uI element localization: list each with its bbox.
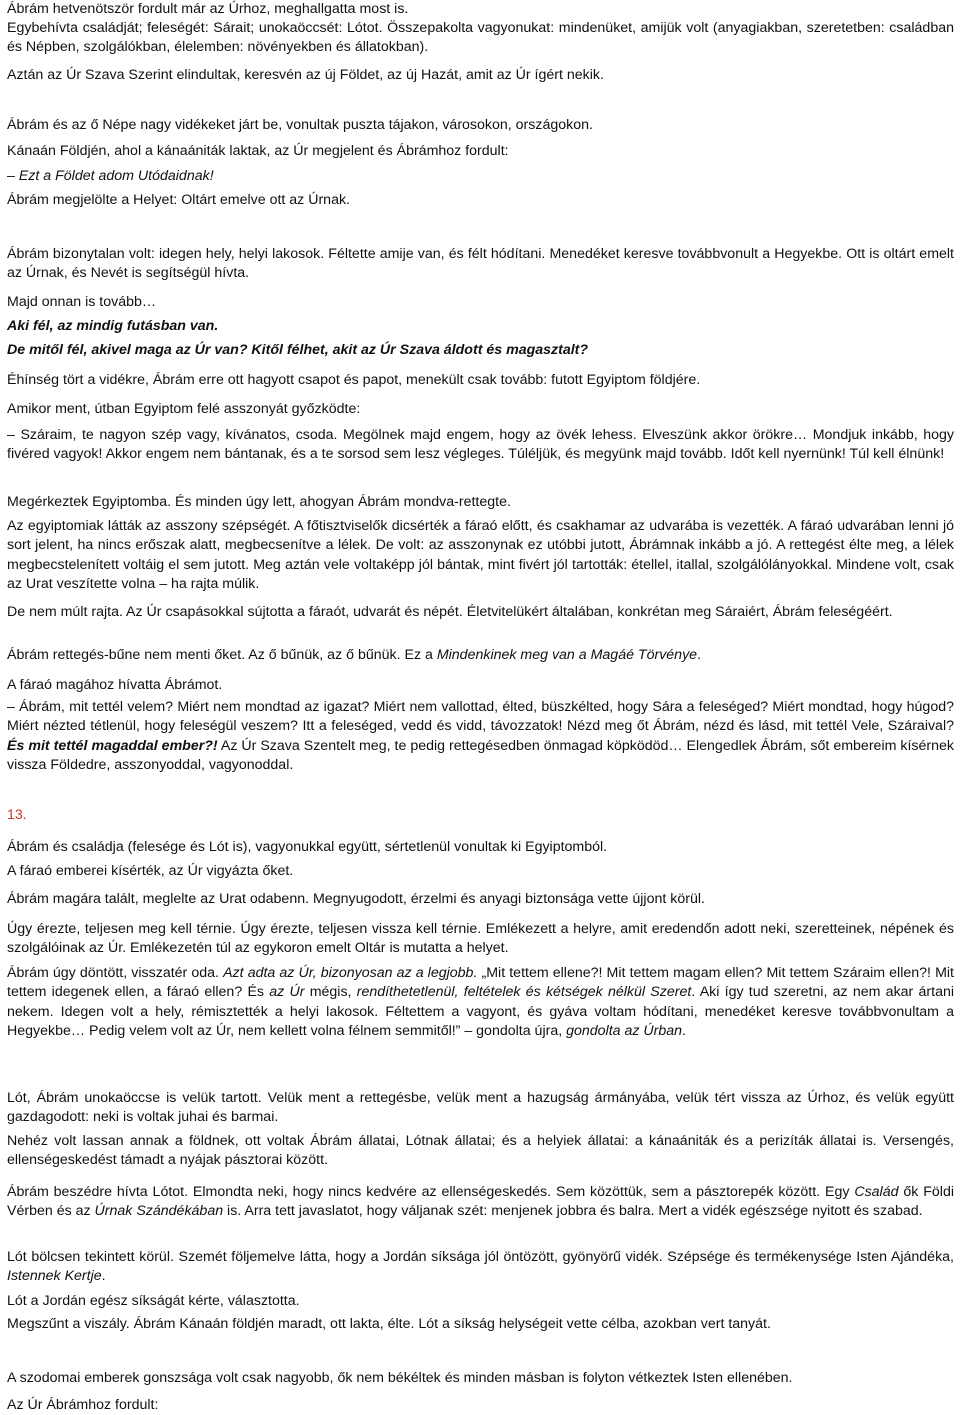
text-run: Ábrám hetvenötször fordult már az Úrhoz, meghallgatta most is.	[7, 1, 409, 17]
text-run: A fáraó emberei kísérték, az Úr vigyázta őket.	[7, 863, 294, 879]
paragraph-9	[7, 293, 954, 312]
text-run: Az egyiptomiak látták az asszony szépségét. A főtisztviselők dicsérték a fáraó előtt, és csakhamar az udvarába is vezették. A fáraó udvarában lenni jó sort jelent, ha nincs erőszak alatt, megbecsenítve a lélek. De volt: az asszonynak ez utóbbi jutott, Ábrámnak inkább a jó. A rettegést élte meg, a lélek megbecstelenített voltáig el sem jutott. Meg aztán vele voltaképp jól bántak, mint fivért jól tartották: étellel, itallal, szolgálólányokkal. Mindene volt, csak az Urat veszítette volna – ha rajta múlik.	[7, 518, 954, 593]
text-run: És mit tettél magaddal ember?!	[7, 737, 218, 754]
text-run: Ábrám magára talált, meglelte az Urat odabenn. Megnyugodott, érzelmi és anyagi biztonsága vette újjont körül.	[7, 891, 705, 907]
paragraph-14	[7, 426, 954, 465]
text-run: Ábrám megjelölte a Helyet: Oltárt emelve ott az Úrnak.	[7, 192, 351, 208]
text-run: Lót a Jordán egész síkságát kérte, választotta.	[7, 1293, 300, 1309]
paragraph-15	[7, 493, 954, 512]
paragraph-30	[7, 1248, 954, 1287]
text-run: Úrnak Szándékában	[94, 1203, 224, 1220]
text-run: .	[697, 647, 702, 663]
text-run: A szodomai emberek gonszsága volt csak nagyobb, ők nem békéltek és minden másban is folyton vétkeztek Isten ellenében.	[7, 1370, 793, 1386]
text-run: Kánaán Földjén, ahol a kánaániták laktak, az Úr megjelent és Ábrámhoz fordult:	[7, 143, 509, 159]
text-run: –	[7, 168, 19, 184]
paragraph-13	[7, 400, 954, 419]
text-run: – Száraim, te nagyon szép vagy, kívánatos, csoda. Megölnek majd engem, hogy az övék lehess. Elveszünk akkor örökre… Mondjuk inkább, hogy fivéred vagyok! Akkor engem nem bántanak, és a te sorsod sem lesz végleges. Túléljük, és megyünk majd tovább. Időt kell nyernünk! Túl kell élnünk!	[7, 427, 954, 463]
text-run: is. Arra tett javaslatot, hogy váljanak szét: menjenek jobbra és balra. Mert a vidék egészsége nyitott és szabad.	[223, 1203, 923, 1220]
text-run: Ezt a Földet adom Utódaidnak!	[18, 168, 214, 184]
text-run: A fáraó magához hívatta Ábrámot.	[7, 677, 223, 693]
text-run: Ábrám és az ő Népe nagy vidékeket járt be, vonultak puszta tájakon, városokon, országokon.	[7, 117, 593, 133]
text-run: rendíthetetlenül, feltételek és kétségek nélkül Szeret	[356, 984, 692, 1001]
text-run: Ábrám beszédre hívta Lótot. Elmondta neki, hogy nincs kedvére az ellenségeskedés. Sem közöttük, sem a pásztorepék között. Egy	[7, 1184, 855, 1200]
text-run: Az Úr Ábrámhoz fordult:	[7, 1397, 159, 1413]
text-run: Megszűnt a viszály. Ábrám Kánaán földjén maradt, ott lakta, élte. Lót a síkság helységeit vette célba, azokban vert tanyát.	[7, 1316, 771, 1332]
paragraph-4	[7, 116, 954, 135]
text-run: az Úr	[269, 984, 305, 1001]
text-run: Úgy érezte, teljesen meg kell térnie. Úgy érezte, teljesen vissza kell térnie. Emlékezett a helyre, amit eredendőn adott neki, szeretteinek, népének és szolgálóinak az Úr. Emlékezetén túl az egykoron emelt Oltár is mutatta a helyet.	[7, 921, 954, 957]
paragraph-3	[7, 66, 954, 85]
text-run: – Ábrám, mit tettél velem? Miért nem mondtad az igazat? Miért nem vallottad, élted, büszkélted, hogy Sára a feleséged? Miért mondtad, hogy húgod? Miért nézted tétlenül, hogy feleségül veszem? Itt a feleséged, vedd és vidd, távozzatok! Nézd meg őt Ábrám, nézd és lásd, mit tettél Vele, Száraival?	[7, 699, 954, 735]
text-run: Aztán az Úr Szava Szerint elindultak, keresvén az új Földet, az új Hazát, amit az Úr ígért nekik.	[7, 67, 604, 83]
text-run: Éhínség tört a vidékre, Ábrám erre ott hagyott csapot és papot, menekült csak tovább: futott Egyiptom földjére.	[7, 372, 701, 388]
text-run: Egybehívta családját; feleségét: Sárait; unokaöccsét: Lótot. Összepakolta vagyonukat: mindenüket, amijük volt (anyagiakban, szeretetben: családban és Népben, szolgálókban, élelemben: növényekben és állatokban).	[7, 20, 954, 56]
text-run: „Mit tettem ellene?! Mit tettem magam ellen? Mit tettem Száraim ellen?! Mit tettem idegenek ellen, a fáraó ellen? És	[7, 965, 954, 1001]
paragraph-18	[7, 646, 954, 665]
paragraph-24	[7, 890, 954, 909]
paragraph-25	[7, 920, 954, 959]
text-run: Lót bölcsen tekintett körül. Szemét följemelve látta, hogy a Jordán síksága jól öntözött, gyönyörű vidék. Szépsége és termékenysége Isten Ajándéka,	[7, 1249, 954, 1265]
paragraph-23	[7, 862, 954, 881]
paragraph-33	[7, 1369, 954, 1388]
text-run: . Aki így tud szeretni, az nem akar ártani nekem. Idegen volt a hely, rémisztették a helyi lakosok. Féltettem a vagyont, és gyáva voltam hódítani, menedéket keresve továbbvonultam a Hegyekbe… Pedig velem volt az Úr, nem kellett volna félnem semmitől!” – gondolta újra,	[7, 984, 955, 1040]
paragraph-11	[7, 341, 954, 360]
text-run: Megérkeztek Egyiptomba. És minden úgy lett, ahogyan Ábrám mondva-rettegte.	[7, 494, 511, 510]
paragraph-12	[7, 371, 954, 390]
paragraph-16	[7, 517, 954, 595]
text-run: Ábrám úgy döntött, visszatér oda.	[7, 965, 224, 981]
paragraph-8	[7, 245, 954, 284]
paragraph-1	[7, 0, 954, 19]
text-run: Ábrám bizonytalan volt: idegen hely, helyi lakosok. Féltette amije van, és félt hódítani. Menedéket keresve továbbvonult a Hegyekbe. Ott is oltárt emelt az Úrnak, és Nevét is segítségül hívta.	[7, 246, 954, 282]
paragraph-17	[7, 603, 954, 622]
text-run: De mitől fél, akivel maga az Úr van? Kitől félhet, akit az Úr Szava áldott és magasztalt?	[7, 342, 589, 358]
text-run: Nehéz volt lassan annak a földnek, ott voltak Ábrám állatai, Lótnak állatai; és a helyiek állatai: a kánaániták és a perizíták állatai is. Versengés, ellenségeskedést támadt a nyájak pásztorai között.	[7, 1133, 954, 1169]
text-run: gondolta az Úrban	[566, 1023, 683, 1040]
text-run: Amikor ment, útban Egyiptom felé asszonyát győzködte:	[7, 401, 361, 417]
text-run: Lót, Ábrám unokaöccse is velük tartott. Velük ment a rettegésbe, velük ment a hazugság ármányába, velük tért vissza az Úrhoz, és velük együtt gazdagodott: neki is voltak juhai és barmai.	[7, 1090, 954, 1126]
text-run: De nem múlt rajta. Az Úr csapásokkal sújtotta a fáraót, udvarát és népét. Életvitelükért általában, konkrétan meg Sáraiért, Ábrám feleségéért.	[7, 604, 893, 620]
text-run: Majd onnan is tovább…	[7, 294, 157, 310]
paragraph-10	[7, 317, 954, 336]
text-run: Ábrám és családja (felesége és Lót is), vagyonukkal együtt, sértetlenül vonultak ki Egyiptomból.	[7, 839, 608, 855]
paragraph-7	[7, 191, 954, 210]
paragraph-2	[7, 19, 954, 58]
paragraph-27	[7, 1089, 954, 1128]
paragraph-19	[7, 676, 954, 695]
paragraph-26	[7, 964, 954, 1042]
text-run: ők Földi Vérben és az	[7, 1184, 954, 1220]
paragraph-21	[7, 806, 954, 825]
text-run: mégis,	[304, 984, 357, 1001]
paragraph-34	[7, 1396, 954, 1415]
text-run: Istennek Kertje	[7, 1268, 102, 1285]
text-run: Azt adta az Úr, bizonyosan az a legjobb.	[223, 965, 478, 981]
text-run: .	[682, 1023, 686, 1040]
text-run: Ábrám rettegés-bűne nem menti őket. Az ő bűnük, az ő bűnük. Ez a	[7, 647, 437, 663]
paragraph-32	[7, 1315, 954, 1334]
paragraph-6	[7, 167, 954, 186]
paragraph-20	[7, 698, 954, 776]
paragraph-22	[7, 838, 954, 857]
text-run: .	[101, 1268, 106, 1285]
text-run: Család	[854, 1184, 899, 1200]
paragraph-28	[7, 1132, 954, 1171]
text-run: Aki fél, az mindig futásban van.	[7, 318, 219, 334]
paragraph-31	[7, 1292, 954, 1311]
paragraph-5	[7, 142, 954, 161]
text-run: Mindenkinek meg van a Magáé Törvénye	[436, 647, 698, 663]
paragraph-29	[7, 1183, 954, 1222]
text-run: Az Úr Szava Szentelt meg, te pedig rettegésedben önmagad köpködöd… Elengedlek Ábrám, sőt embereim kísérnek vissza Földedre, asszonyoddal, vagyonoddal.	[7, 737, 955, 774]
text-run: 13.	[7, 807, 27, 823]
